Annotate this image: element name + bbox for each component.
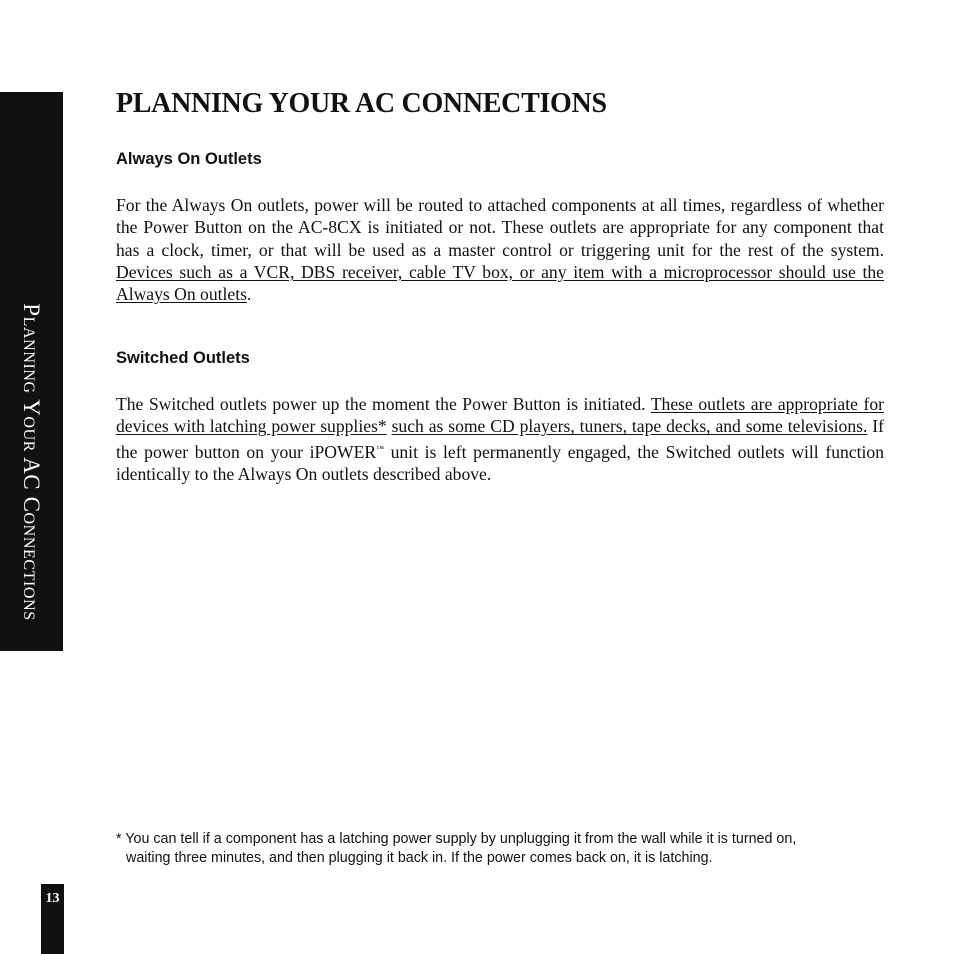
switched-text-ipower: If the power button on your iPOWER: [116, 416, 885, 462]
always-on-text: For the Always On outlets, power will be routed to attached components at all times, regardless of whether the Power Button on the AC-8CX is initiated or not. These outlets are appropriate for any component that has a clock, timer, or that will be used as a master control or triggering unit for the rest of the system.: [116, 195, 884, 260]
footnote-line-2: waiting three minutes, and then plugging it back in. If the power comes back on, it is latching.: [126, 850, 713, 866]
always-on-period: .: [246, 284, 252, 305]
switched-underlined-text-1: These outlets are appropriate for devices with latching power supplies*: [116, 394, 884, 437]
page-number-tab: [41, 884, 64, 954]
page-number: 13: [45, 891, 60, 906]
always-on-underlined-text: Devices such as a VCR, DBS receiver, cable TV box, or any item with a microprocessor should use the Always On outlets: [116, 261, 884, 305]
switched-text-end: unit is left permanently engaged, the Switched outlets will function identically to the Always On outlets described above.: [116, 441, 884, 484]
section-heading-switched: Switched Outlets: [116, 349, 250, 367]
footnote-line-1: * You can tell if a component has a latching power supply by unplugging it from the wall while it is turned on,: [116, 831, 797, 847]
switched-paragraph: [116, 393, 884, 485]
page-title: PLANNING YOUR AC CONNECTIONS: [116, 88, 607, 119]
always-on-paragraph: [116, 194, 884, 305]
switched-text-intro: The Switched outlets power up the moment the Power Button is initiated.: [116, 394, 651, 414]
footnote: [116, 830, 886, 868]
chapter-side-tab: [0, 92, 63, 651]
trademark-symbol: ™: [376, 443, 384, 453]
switched-underlined-text-2: such as some CD players, tuners, tape decks, and some televisions.: [391, 416, 868, 437]
chapter-side-tab-label: Planning Your AC Connections: [19, 303, 44, 621]
section-heading-always-on: Always On Outlets: [116, 150, 262, 168]
